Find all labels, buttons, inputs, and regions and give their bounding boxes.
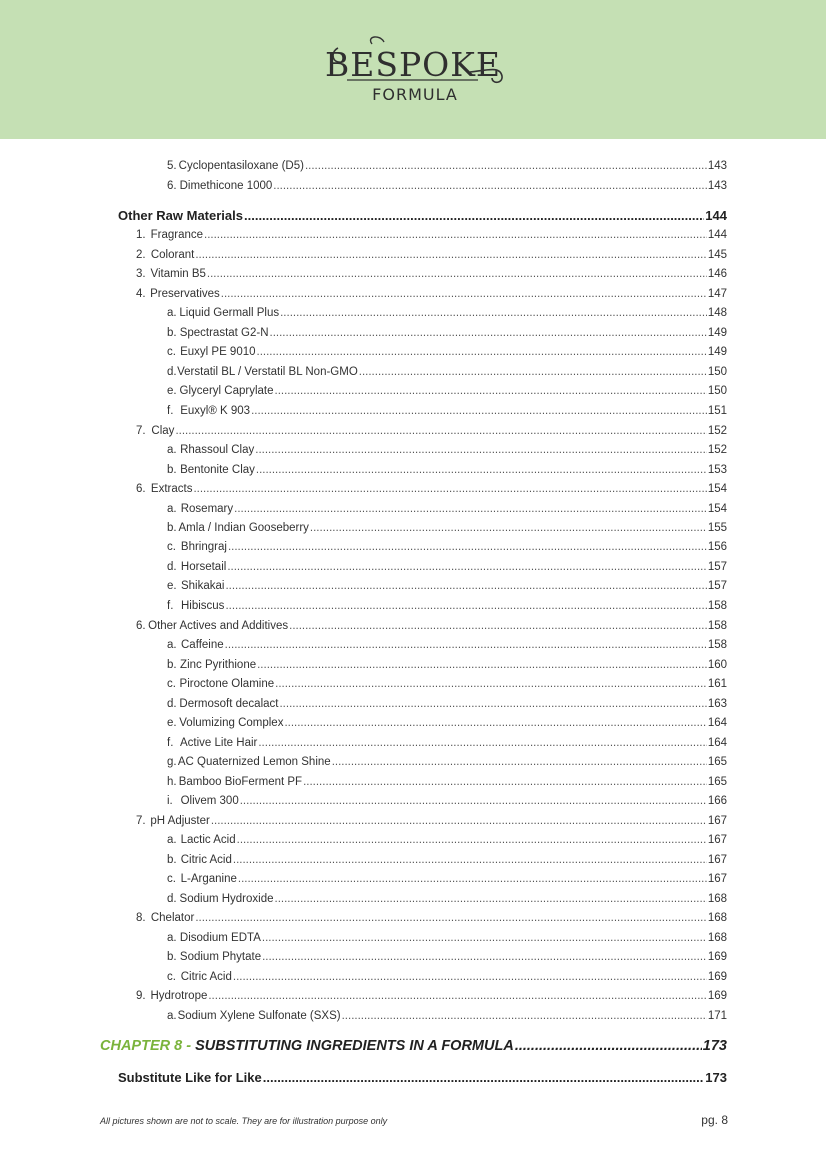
logo-bottom-text: FORMULA xyxy=(372,85,458,104)
toc-entry-page: 165 xyxy=(707,756,727,768)
toc-entry-number: 2. xyxy=(136,249,146,261)
toc-entry-title: Caffeine xyxy=(181,639,224,651)
toc-dot-leader xyxy=(225,639,707,651)
toc-entry-number: g. xyxy=(167,756,177,768)
toc-dot-leader xyxy=(310,522,707,534)
toc-entry-number: 8. xyxy=(136,912,146,924)
toc-entry-page: 168 xyxy=(707,932,727,944)
toc-entry-number: a. xyxy=(167,1010,177,1022)
toc-entry-page: 163 xyxy=(707,698,727,710)
toc-entry[interactable] xyxy=(167,503,727,515)
toc-entry-page: 169 xyxy=(707,971,727,983)
toc-entry-title: Citric Acid xyxy=(180,854,232,866)
toc-entry[interactable] xyxy=(167,659,727,671)
toc-entry-title: AC Quaternized Lemon Shine xyxy=(177,756,331,768)
toc-entry-title: Active Lite Hair xyxy=(180,737,258,749)
toc-dot-leader xyxy=(257,346,707,358)
toc-entry-title: Colorant xyxy=(150,249,195,261)
toc-entry-title: Citric Acid xyxy=(180,971,232,983)
toc-dot-leader xyxy=(244,208,704,223)
toc-entry-page: 151 xyxy=(707,405,727,417)
toc-entry-title: SUBSTITUTING INGREDIENTS IN A FORMULA xyxy=(195,1038,514,1054)
toc-entry-title: Glyceryl Caprylate xyxy=(179,385,274,397)
toc-entry-title: Dimethicone 1000 xyxy=(179,180,273,192)
toc-entry[interactable] xyxy=(167,160,727,172)
toc-dot-leader xyxy=(233,854,707,866)
toc-entry[interactable] xyxy=(167,893,727,905)
toc-dot-leader xyxy=(303,776,707,788)
toc-entry[interactable] xyxy=(167,639,727,651)
toc-entry-number: 5. xyxy=(167,160,177,172)
toc-entry[interactable] xyxy=(167,1010,727,1022)
toc-dot-leader xyxy=(275,893,707,905)
toc-dot-leader xyxy=(258,737,706,749)
toc-entry[interactable] xyxy=(167,464,727,476)
toc-entry-page: 152 xyxy=(707,444,727,456)
toc-entry-page: 154 xyxy=(707,483,727,495)
toc-dot-leader xyxy=(273,180,707,192)
toc-entry-title: Preservatives xyxy=(150,288,220,300)
toc-entry-page: 167 xyxy=(707,854,727,866)
toc-entry[interactable] xyxy=(118,1070,727,1085)
toc-entry-title: Bamboo BioFerment PF xyxy=(178,776,303,788)
toc-entry[interactable] xyxy=(167,385,727,397)
toc-dot-leader xyxy=(275,385,707,397)
toc-entry-title: Zinc Pyrithione xyxy=(180,659,257,671)
toc-entry[interactable] xyxy=(136,249,727,261)
toc-entry[interactable] xyxy=(136,620,727,632)
toc-entry-page: 167 xyxy=(707,834,727,846)
toc-entry-page: 155 xyxy=(707,522,727,534)
toc-entry[interactable] xyxy=(118,208,727,223)
toc-dot-leader xyxy=(238,873,707,885)
footer-note: All pictures shown are not to scale. They are for illustration purpose only xyxy=(100,1116,388,1126)
toc-entry-title: Spectrastat G2-N xyxy=(179,327,269,339)
toc-entry-number: c. xyxy=(167,873,176,885)
toc-entry-number: 9. xyxy=(136,990,146,1002)
toc-entry-title: Sodium Phytate xyxy=(179,951,262,963)
toc-dot-leader xyxy=(240,795,707,807)
toc-entry-title: Disodium EDTA xyxy=(179,932,261,944)
toc-entry[interactable] xyxy=(167,366,727,378)
toc-dot-leader xyxy=(255,444,707,456)
toc-entry-number: a. xyxy=(167,639,177,651)
toc-entry[interactable] xyxy=(167,405,727,417)
toc-dot-leader xyxy=(257,659,707,671)
toc-entry-title: Liquid Germall Plus xyxy=(179,307,280,319)
toc-entry[interactable] xyxy=(167,834,727,846)
toc-entry-page: 158 xyxy=(707,639,727,651)
toc-entry-page: 147 xyxy=(707,288,727,300)
toc-dot-leader xyxy=(305,160,707,172)
toc-entry-number: a. xyxy=(167,503,177,515)
toc-entry-page: 144 xyxy=(707,229,727,241)
toc-entry[interactable] xyxy=(167,327,727,339)
toc-entry-number: h. xyxy=(167,776,177,788)
toc-entry-title: Bhringraj xyxy=(180,541,227,553)
toc-entry-number: 7. xyxy=(136,815,146,827)
toc-entry-page: 168 xyxy=(707,912,727,924)
toc-entry[interactable] xyxy=(167,346,727,358)
toc-entry[interactable] xyxy=(136,288,727,300)
toc-entry-title: Shikakai xyxy=(180,580,225,592)
toc-entry[interactable] xyxy=(167,971,727,983)
toc-dot-leader xyxy=(263,1070,705,1085)
toc-entry-number: f. xyxy=(167,737,174,749)
toc-entry-title: Hibiscus xyxy=(180,600,225,612)
toc-entry-number: b. xyxy=(167,327,177,339)
toc-entry-page: 143 xyxy=(707,160,727,172)
toc-entry-number: a. xyxy=(167,932,177,944)
toc-entry-page: 167 xyxy=(707,873,727,885)
toc-entry[interactable] xyxy=(167,561,727,573)
toc-dot-leader xyxy=(207,268,707,280)
toc-entry[interactable] xyxy=(136,229,727,241)
toc-entry-number: a. xyxy=(167,444,177,456)
toc-entry-title: Olivem 300 xyxy=(180,795,239,807)
toc-entry-number: d. xyxy=(167,893,177,905)
toc-entry-page: 149 xyxy=(707,346,727,358)
toc-entry-page: 157 xyxy=(707,580,727,592)
toc-dot-leader xyxy=(195,249,707,261)
toc-dot-leader xyxy=(225,580,706,592)
toc-entry-title: Piroctone Olamine xyxy=(179,678,275,690)
toc-dot-leader xyxy=(227,561,707,573)
toc-entry[interactable] xyxy=(136,483,727,495)
toc-entry-page: 171 xyxy=(707,1010,727,1022)
toc-dot-leader xyxy=(193,483,706,495)
toc-entry-title: Rhassoul Clay xyxy=(180,444,255,456)
toc-entry[interactable] xyxy=(167,307,727,319)
toc-entry-title: Bentonite Clay xyxy=(180,464,255,476)
toc-entry[interactable] xyxy=(167,737,727,749)
toc-dot-leader xyxy=(262,932,707,944)
toc-entry[interactable] xyxy=(167,600,727,612)
toc-dot-leader xyxy=(221,288,707,300)
toc-dot-leader xyxy=(515,1038,702,1054)
toc-entry-number: d. xyxy=(167,698,177,710)
toc-dot-leader xyxy=(251,405,707,417)
toc-entry-page: 150 xyxy=(707,366,727,378)
toc-entry-title: Volumizing Complex xyxy=(179,717,284,729)
toc-dot-leader xyxy=(208,990,706,1002)
toc-dot-leader xyxy=(289,620,707,632)
toc-entry-number: e. xyxy=(167,385,177,397)
toc-entry-number: 6. xyxy=(136,483,146,495)
toc-entry-number: b. xyxy=(167,464,177,476)
toc-entry-number: c. xyxy=(167,541,176,553)
toc-entry-page: 143 xyxy=(707,180,727,192)
toc-entry-title: Rosemary xyxy=(180,503,234,515)
toc-entry-page: 168 xyxy=(707,893,727,905)
toc-entry-number: i. xyxy=(167,795,173,807)
toc-entry-number: d. xyxy=(167,366,177,378)
toc-entry-page: 158 xyxy=(707,620,727,632)
toc-entry[interactable] xyxy=(167,776,727,788)
toc-entry-page: 144 xyxy=(705,208,727,223)
toc-entry-page: 166 xyxy=(707,795,727,807)
logo-top-text: BESPOKE xyxy=(325,45,501,84)
toc-entry-number: 4. xyxy=(136,288,146,300)
toc-dot-leader xyxy=(280,307,707,319)
toc-entry-title: pH Adjuster xyxy=(150,815,210,827)
toc-entry[interactable] xyxy=(136,268,727,280)
toc-entry-page: 173 xyxy=(705,1070,727,1085)
toc-entry-page: 150 xyxy=(707,385,727,397)
toc-chapter-label: CHAPTER 8 - xyxy=(100,1038,192,1054)
toc-entry-title: Other Raw Materials xyxy=(118,208,243,223)
toc-entry-title: Fragrance xyxy=(150,229,204,241)
toc-entry-number: c. xyxy=(167,678,176,690)
toc-entry-page: 161 xyxy=(707,678,727,690)
toc-entry-title: Sodium Hydroxide xyxy=(179,893,274,905)
toc-entry[interactable] xyxy=(167,580,727,592)
toc-entry-number: 7. xyxy=(136,425,146,437)
toc-entry[interactable] xyxy=(167,756,727,768)
toc-entry-title: Other Actives and Additives xyxy=(148,620,289,632)
toc-dot-leader xyxy=(279,698,706,710)
toc-entry-title: Extracts xyxy=(150,483,193,495)
toc-entry[interactable] xyxy=(136,815,727,827)
toc-entry-number: c. xyxy=(167,971,176,983)
toc-entry-page: 152 xyxy=(707,425,727,437)
toc-dot-leader xyxy=(270,327,707,339)
toc-dot-leader xyxy=(359,366,707,378)
toc-dot-leader xyxy=(342,1010,707,1022)
toc-entry[interactable] xyxy=(167,717,727,729)
toc-entry-number: c. xyxy=(167,346,176,358)
toc-entry-title: Dermosoft decalact xyxy=(179,698,279,710)
toc-entry-number: 1. xyxy=(136,229,146,241)
toc-dot-leader xyxy=(175,425,706,437)
toc-entry-title: Amla / Indian Gooseberry xyxy=(178,522,309,534)
toc-entry[interactable] xyxy=(167,522,727,534)
toc-entry-page: 158 xyxy=(707,600,727,612)
toc-entry-number: e. xyxy=(167,580,177,592)
toc-entry-number: e. xyxy=(167,717,177,729)
toc-entry-title: Euxyl PE 9010 xyxy=(180,346,256,358)
toc-entry-page: 148 xyxy=(707,307,727,319)
toc-entry[interactable] xyxy=(167,180,727,192)
toc-entry[interactable] xyxy=(167,541,727,553)
toc-entry[interactable] xyxy=(167,951,727,963)
toc-entry-number: 3. xyxy=(136,268,146,280)
page-number: pg. 8 xyxy=(701,1113,728,1127)
toc-dot-leader xyxy=(237,834,707,846)
toc-entry-title: Verstatil BL / Verstatil BL Non-GMO xyxy=(177,366,358,378)
toc-entry-page: 164 xyxy=(707,717,727,729)
toc-entry[interactable] xyxy=(136,425,727,437)
toc-entry[interactable] xyxy=(167,932,727,944)
toc-entry-page: 145 xyxy=(707,249,727,261)
toc-entry-title: Vitamin B5 xyxy=(150,268,206,280)
toc-entry-number: 6. xyxy=(167,180,177,192)
toc-entry[interactable] xyxy=(167,444,727,456)
toc-dot-leader xyxy=(332,756,707,768)
toc-dot-leader xyxy=(256,464,707,476)
toc-entry-page: 165 xyxy=(707,776,727,788)
toc-entry-number: 6. xyxy=(136,620,146,632)
toc-entry-title: Hydrotrope xyxy=(150,990,208,1002)
toc-dot-leader xyxy=(211,815,707,827)
toc-entry-number: b. xyxy=(167,522,177,534)
toc-entry-page: 149 xyxy=(707,327,727,339)
toc-entry-number: d. xyxy=(167,561,177,573)
toc-entry-page: 173 xyxy=(702,1038,727,1054)
toc-dot-leader xyxy=(262,951,707,963)
toc-entry-title: Horsetail xyxy=(180,561,227,573)
toc-entry-page: 169 xyxy=(707,951,727,963)
toc-entry-number: b. xyxy=(167,659,177,671)
toc-entry-title: Chelator xyxy=(150,912,195,924)
toc-dot-leader xyxy=(204,229,707,241)
toc-entry-page: 156 xyxy=(707,541,727,553)
toc-entry-page: 164 xyxy=(707,737,727,749)
toc-entry-number: f. xyxy=(167,405,174,417)
toc-entry-title: Substitute Like for Like xyxy=(118,1070,262,1085)
toc-entry-number: b. xyxy=(167,951,177,963)
toc-entry-page: 146 xyxy=(707,268,727,280)
toc-entry-title: Euxyl® K 903 xyxy=(180,405,251,417)
toc-entry[interactable] xyxy=(136,990,727,1002)
toc-entry-title: Sodium Xylene Sulfonate (SXS) xyxy=(177,1010,341,1022)
toc-dot-leader xyxy=(233,971,707,983)
toc-entry-number: a. xyxy=(167,307,177,319)
toc-dot-leader xyxy=(234,503,707,515)
toc-entry[interactable] xyxy=(136,912,727,924)
toc-entry-page: 153 xyxy=(707,464,727,476)
toc-entry-page: 157 xyxy=(707,561,727,573)
toc-entry-number: f. xyxy=(167,600,174,612)
toc-entry-number: a. xyxy=(167,834,177,846)
toc-entry[interactable] xyxy=(167,795,727,807)
toc-entry-page: 154 xyxy=(707,503,727,515)
toc-dot-leader xyxy=(275,678,707,690)
toc-entry-title: Lactic Acid xyxy=(180,834,236,846)
toc-dot-leader xyxy=(225,600,706,612)
toc-dot-leader xyxy=(284,717,706,729)
toc-entry-title: L-Arganine xyxy=(180,873,237,885)
toc-entry-page: 160 xyxy=(707,659,727,671)
toc-entry-title: Clay xyxy=(151,425,175,437)
page-header xyxy=(0,0,826,139)
toc-entry-number: b. xyxy=(167,854,177,866)
toc-entry-title: Cyclopentasiloxane (D5) xyxy=(178,160,304,172)
toc-dot-leader xyxy=(228,541,707,553)
bespoke-formula-logo xyxy=(0,0,826,139)
toc-entry[interactable] xyxy=(167,854,727,866)
toc-entry-page: 167 xyxy=(707,815,727,827)
toc-entry[interactable] xyxy=(167,873,727,885)
toc-entry[interactable] xyxy=(167,678,727,690)
toc-entry[interactable] xyxy=(167,698,727,710)
toc-entry-page: 169 xyxy=(707,990,727,1002)
toc-entry[interactable] xyxy=(100,1038,727,1054)
toc-dot-leader xyxy=(195,912,707,924)
